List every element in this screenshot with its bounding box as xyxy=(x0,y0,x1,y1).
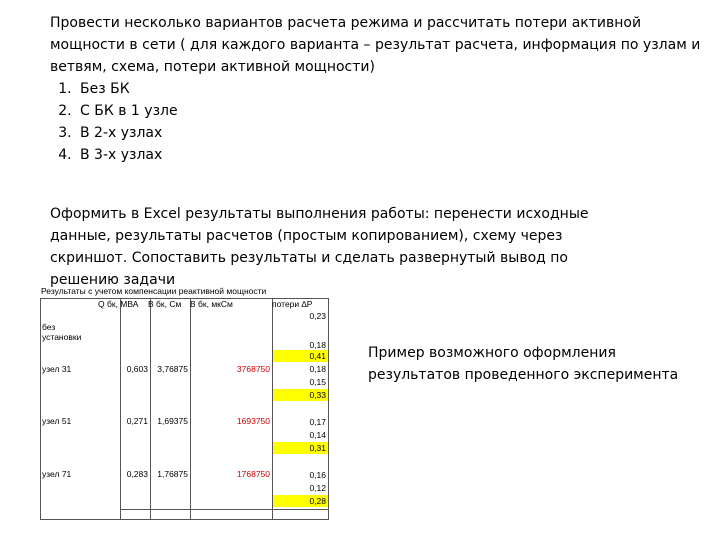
grid-line xyxy=(190,298,191,520)
b-mksm-value: 1768750 xyxy=(236,469,270,479)
task-text xyxy=(50,12,710,166)
options-list xyxy=(50,78,710,166)
loss-total: 0,41 xyxy=(309,351,326,361)
q-value: 0,283 xyxy=(126,469,148,479)
grid-line xyxy=(328,298,329,520)
header-b-sm: В бк, См xyxy=(148,299,182,309)
loss-total: 0,33 xyxy=(309,390,326,400)
grid-line xyxy=(40,298,41,520)
b-sm-value: 3,76875 xyxy=(157,364,188,374)
option-item: 2. С БК в 1 узле xyxy=(76,100,710,122)
q-value: 0,603 xyxy=(126,364,148,374)
b-mksm-value: 1693750 xyxy=(236,416,270,426)
loss-value: 0,14 xyxy=(309,430,326,440)
example-note: Пример возможного оформления результатов проведенного эксперимента xyxy=(368,345,679,383)
row-label: узел 71 xyxy=(42,469,72,479)
option-item: 4. В 3-х узлах xyxy=(76,144,710,166)
option-item: 3. В 2-х узлах xyxy=(76,122,710,144)
header-q: Q бк, МВА xyxy=(98,299,139,309)
loss-value: 0,18 xyxy=(309,364,326,374)
loss-value: 0,18 xyxy=(309,340,326,350)
option-item: 1. Без БК xyxy=(76,78,710,100)
row-label: без установки xyxy=(42,322,82,342)
grid-line xyxy=(272,298,273,520)
excel-results-table xyxy=(40,284,330,520)
loss-value: 0,23 xyxy=(309,311,326,321)
grid-line xyxy=(120,509,329,510)
b-sm-value: 1,69375 xyxy=(157,416,188,426)
loss-value: 0,16 xyxy=(309,470,326,480)
loss-value: 0,17 xyxy=(309,417,326,427)
header-losses: потери ∆P xyxy=(272,299,313,309)
row-label: узел 31 xyxy=(42,364,72,374)
loss-value: 0,12 xyxy=(309,483,326,493)
b-mksm-value: 3768750 xyxy=(236,364,270,374)
grid-line xyxy=(40,519,329,520)
grid-line xyxy=(150,298,151,520)
sheet-title: Результаты с учетом компенсации реактивной мощности xyxy=(41,286,267,296)
excel-instruction: Оформить в Excel результаты выполнения работы: перенести исходные данные, результаты расчетов (простым копированием), схему через скриншот. Сопоставить результаты и сделать развернутый вывод по решению задачи xyxy=(50,206,589,288)
grid-line xyxy=(120,298,121,520)
loss-value: 0,15 xyxy=(309,377,326,387)
header-b-mksm: В бк, мкСм xyxy=(190,299,233,309)
task-intro: Провести несколько вариантов расчета режима и рассчитать потери активной мощности в сети ( для каждого варианта – результат расчета, информация по узлам и ветвям, схема, потери активной мощности) xyxy=(50,15,701,75)
row-label: узел 51 xyxy=(42,416,72,426)
b-sm-value: 1,76875 xyxy=(157,469,188,479)
q-value: 0,271 xyxy=(126,416,148,426)
loss-total: 0,31 xyxy=(309,443,326,453)
loss-total: 0,28 xyxy=(309,496,326,506)
